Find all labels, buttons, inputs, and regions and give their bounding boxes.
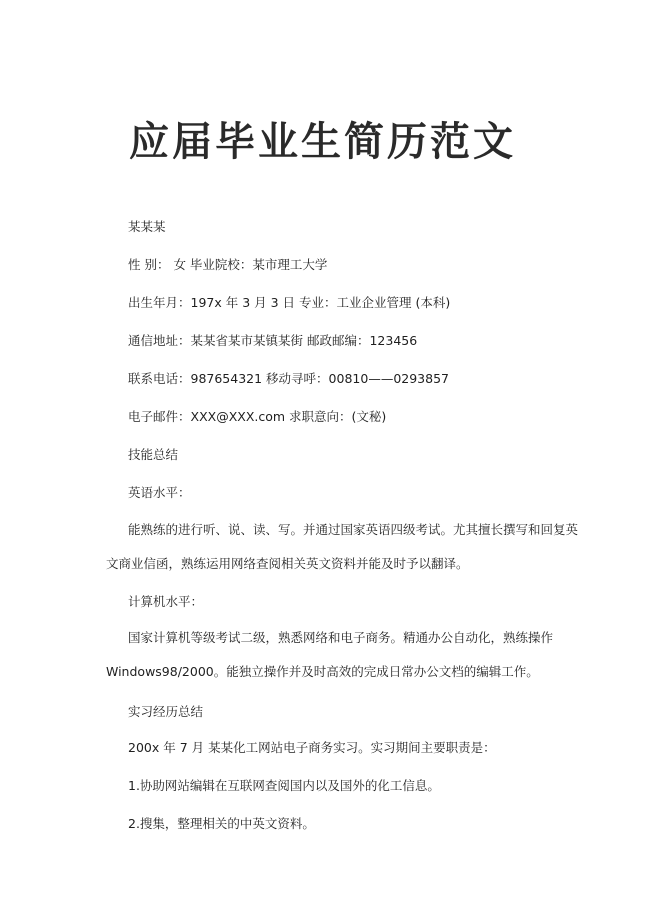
- email-line: 电子邮件：XXX@XXX.com 求职意向：(文秘): [128, 409, 387, 424]
- computer-paragraph-line-1: 国家计算机等级考试二级，熟悉网络和电子商务。精通办公自动化，熟练操作: [128, 630, 554, 645]
- english-heading: 英语水平：: [128, 485, 191, 500]
- gender-school-line: 性 别： 女 毕业院校：某市理工大学: [128, 257, 328, 272]
- computer-heading: 计算机水平：: [128, 594, 204, 609]
- birth-major-line: 出生年月：197x 年 3 月 3 日 专业：工业企业管理 (本科): [128, 295, 451, 310]
- english-paragraph-line-1: 能熟练的进行听、说、读、写。并通过国家英语四级考试。尤其擅长撰写和回复英: [128, 522, 579, 537]
- duty-item-1: 1.协助网站编辑在互联网查阅国内以及国外的化工信息。: [128, 778, 440, 793]
- duty-item-2: 2.搜集，整理相关的中英文资料。: [128, 816, 315, 831]
- english-paragraph-line-2: 文商业信函，熟练运用网络查阅相关英文资料并能及时予以翻译。: [106, 556, 469, 571]
- computer-paragraph-line-2: Windows98/2000。能独立操作并及时高效的完成日常办公文档的编辑工作。: [106, 664, 539, 679]
- internship-heading: 实习经历总结: [128, 704, 204, 719]
- internship-intro-line: 200x 年 7 月 某某化工网站电子商务实习。实习期间主要职责是：: [128, 740, 496, 755]
- phone-line: 联系电话：987654321 移动寻呼：00810——0293857: [128, 371, 449, 386]
- address-line: 通信地址：某某省某市某镇某街 邮政邮编：123456: [128, 333, 418, 348]
- skills-heading: 技能总结: [128, 447, 179, 462]
- name-line: 某某某: [128, 219, 166, 234]
- document-title: 应届毕业生简历范文: [129, 119, 516, 165]
